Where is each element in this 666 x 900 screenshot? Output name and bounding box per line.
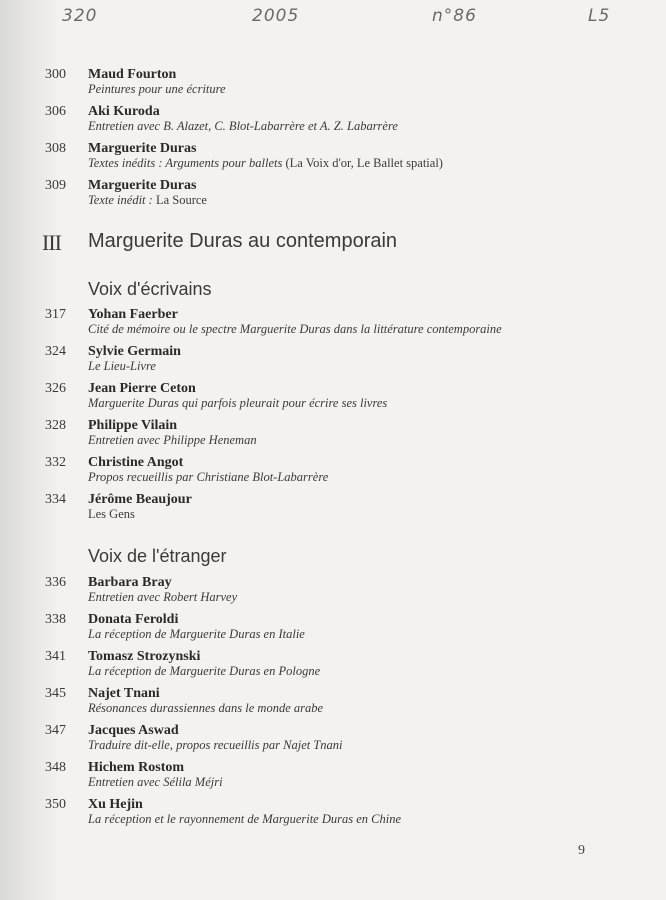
section-numeral: III xyxy=(42,230,61,255)
entry-author: Hichem Rostom xyxy=(88,760,185,775)
entry-author: Marguerite Duras xyxy=(88,178,197,193)
handwritten-note-1: 320 xyxy=(62,6,98,26)
entry-title: Peintures pour une écriture xyxy=(88,82,226,96)
handwritten-note-3: n°86 xyxy=(432,6,477,26)
entry-page: 345 xyxy=(45,686,66,701)
entry-title: Traduire dit-elle, propos recueillis par Najet Tnani xyxy=(88,738,343,752)
entry-title: La réception de Marguerite Duras en Pologne xyxy=(88,664,321,678)
entry-author: Najet Tnani xyxy=(88,686,160,701)
entry-page: 348 xyxy=(45,760,66,775)
subheading-foreign: Voix de l'étranger xyxy=(88,546,227,566)
entry-author: Jérôme Beaujour xyxy=(88,492,192,507)
entry-title: Textes inédits : Arguments pour ballets (La Voix d'or, Le Ballet spatial) xyxy=(88,156,443,170)
entry-page: 309 xyxy=(45,178,66,193)
entry-page: 328 xyxy=(45,418,66,433)
entry-title: Entretien avec Robert Harvey xyxy=(88,590,238,604)
entry-page: 336 xyxy=(45,575,66,590)
entry-page: 332 xyxy=(45,455,66,470)
entry-author: Christine Angot xyxy=(88,455,184,470)
entry-title: Marguerite Duras qui parfois pleurait pour écrire ses livres xyxy=(88,396,388,410)
page-number: 9 xyxy=(578,843,585,858)
handwritten-note-2: 2005 xyxy=(252,6,300,26)
handwritten-note-4: L5 xyxy=(588,6,611,26)
entry-title: Propos recueillis par Christiane Blot-Labarrère xyxy=(88,470,329,484)
entry-author: Barbara Bray xyxy=(88,575,172,590)
entry-page: 338 xyxy=(45,612,66,627)
entry-author: Aki Kuroda xyxy=(88,104,160,119)
entry-page: 334 xyxy=(45,492,66,507)
entry-title: Les Gens xyxy=(88,507,135,521)
entry-author: Donata Feroldi xyxy=(88,612,179,627)
entry-title: La réception de Marguerite Duras en Italie xyxy=(88,627,305,641)
entry-author: Jacques Aswad xyxy=(88,723,179,738)
entry-page: 326 xyxy=(45,381,66,396)
entry-author: Tomasz Strozynski xyxy=(88,649,201,664)
entry-author: Jean Pierre Ceton xyxy=(88,381,196,396)
entry-title: Texte inédit : La Source xyxy=(88,193,207,207)
entry-page: 341 xyxy=(45,649,66,664)
entry-author: Maud Fourton xyxy=(88,67,177,82)
entry-page: 306 xyxy=(45,104,66,119)
entry-page: 347 xyxy=(45,723,66,738)
entry-title: Le Lieu-Livre xyxy=(88,359,156,373)
entry-author: Philippe Vilain xyxy=(88,418,178,433)
entry-page: 324 xyxy=(45,344,66,359)
entry-title: Résonances durassiennes dans le monde arabe xyxy=(88,701,324,715)
entry-author: Sylvie Germain xyxy=(88,344,181,359)
entry-author: Xu Hejin xyxy=(88,797,143,812)
section-title: Marguerite Duras au contemporain xyxy=(88,230,398,252)
entry-title: La réception et le rayonnement de Marguerite Duras en Chine xyxy=(88,812,402,826)
entry-title: Entretien avec B. Alazet, C. Blot-Labarrère et A. Z. Labarrère xyxy=(88,119,398,133)
subheading-writers: Voix d'écrivains xyxy=(88,279,212,299)
entry-title: Entretien avec Sélila Méjri xyxy=(88,775,223,789)
entry-page: 350 xyxy=(45,797,66,812)
entry-page: 300 xyxy=(45,67,66,82)
entry-title: Entretien avec Philippe Heneman xyxy=(88,433,257,447)
entry-page: 317 xyxy=(45,307,66,322)
entry-page: 308 xyxy=(45,141,66,156)
entry-author: Marguerite Duras xyxy=(88,141,197,156)
entry-title: Cité de mémoire ou le spectre Marguerite Duras dans la littérature contemporaine xyxy=(88,322,502,336)
entry-author: Yohan Faerber xyxy=(88,307,178,322)
